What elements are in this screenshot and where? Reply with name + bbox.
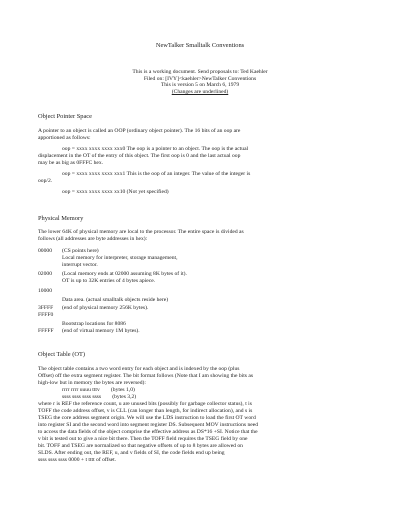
memory-address: 02000 — [38, 271, 52, 277]
memory-description: OT is up to 32K entries of 4 bytes apiece. — [62, 278, 156, 284]
ot-intro-line: The object table contains a two word entry for each object and is indexed by the oop (plus — [38, 366, 240, 372]
ot-body-line: ssss ssss ssss 0000 + t tttt of offset. — [38, 457, 117, 463]
oop-rule-line: oop = xxxx xxxx xxxx xxx0 The oop is a pointer to an object. The oop is the actual — [62, 146, 249, 152]
ot-body-line: TSEG the core address segment origin. We will use the LDS instruction to load the first OT word — [38, 415, 256, 421]
memory-address: FFFFF — [38, 328, 54, 334]
oop-rule-line: oop = xxxx xxxx xxxx xx10 (Not yet specified) — [62, 189, 169, 195]
ot-body-line: into register SI and the second word into segment register DS. Subsequent MOV instructions need — [38, 422, 259, 428]
memory-description: (end of physical memory 256K bytes). — [62, 305, 149, 311]
section-heading-memory: Physical Memory — [38, 215, 84, 222]
memory-intro-line: follows (all addresses are byte addresses in hex): — [38, 236, 148, 242]
header-line: This is a working document. Send proposals to: Ted Kaehler — [132, 69, 268, 75]
oop-intro-line: apportioned as follows: — [38, 135, 91, 141]
oop-rule-line: displacement in the OT of the entry of this object. The first oop is 0 and the last actual oop — [38, 153, 241, 159]
memory-address: 3FFFF — [38, 305, 54, 311]
ot-format-line: rrrr rrrr uuuu tttv (bytes 1,0) — [62, 387, 135, 393]
ot-format-line: ssss ssss ssss ssss (bytes 3,2) — [62, 394, 137, 400]
ot-body-line: SLDS. After ending out, the REF, u, and v fields of SI, the code fields end up being — [38, 450, 225, 456]
ot-body-line: v bit is tested out to give a nice bit there. Then the TOFF field requires the TSEG field by one — [38, 436, 248, 442]
memory-address: 10000 — [38, 288, 52, 294]
memory-description: (Local memory ends at 02000 assuming 8K bytes of it). — [62, 271, 187, 277]
ot-body-line: where r is REF the reference count, u are unused bits (possibly for garbage collector status), t is — [38, 401, 252, 407]
memory-description: (end of virtual memory 1M bytes). — [62, 328, 140, 334]
memory-address: 00000 — [38, 248, 52, 254]
section-heading-ot: Object Table (OT) — [38, 351, 85, 358]
document-title: NewTalker Smalltalk Conventions — [155, 42, 245, 49]
ot-body-line: bit. TOFF and TSEG are normalized so that negative offsets of up to 8 bytes are allowed on — [38, 443, 243, 449]
memory-description: Data area. (actual smalltalk objects reside here) — [62, 297, 169, 303]
section-heading-oop: Object Pointer Space — [38, 113, 92, 120]
ot-intro-line: Offset) off the extra segment register. The bit format follows (Note that I am showing the bits as — [38, 373, 253, 379]
oop-rule-line: may be as big as 0FFFC hex. — [38, 160, 104, 166]
memory-description: interrupt vector. — [62, 262, 98, 268]
oop-rule-line: oop/2. — [38, 178, 53, 184]
memory-description: (CS points here) — [62, 248, 99, 254]
memory-intro-line: The lower 64K of physical memory are local to the processor. The entire space is divided as — [38, 229, 244, 235]
oop-intro-line: A pointer to an object is called an OOP (ordinary object pointer). The 16 bits of an oop are — [38, 128, 241, 134]
header-note: (Changes are underlined) — [171, 88, 229, 95]
header-line: This is version 5 on March 6, 1979 — [160, 82, 240, 89]
document-header — [0, 69, 400, 95]
ot-body-line: TOFF the code address offset, v is CLL (can longer than length, for indirect allocation), and s is — [38, 408, 253, 414]
oop-rule-line: oop = xxxx xxxx xxxx xxx1 This is the oop of an integer. The value of the integer is — [62, 171, 251, 177]
memory-address: FFFF0 — [38, 312, 54, 318]
ot-intro-line: high-low but in memory the bytes are reversed): — [38, 380, 146, 386]
ot-body-line: to access the data fields of the object comprise the effective address as DS*16 +SI. Notice that the — [38, 429, 258, 435]
header-line: Filed on: [IVY]<kaehler>NewTalker Conventions — [143, 75, 257, 82]
memory-description: Bootstrap locations for 8086 — [62, 321, 126, 327]
memory-description: Local memory for interpreter, storage management, — [62, 255, 178, 261]
